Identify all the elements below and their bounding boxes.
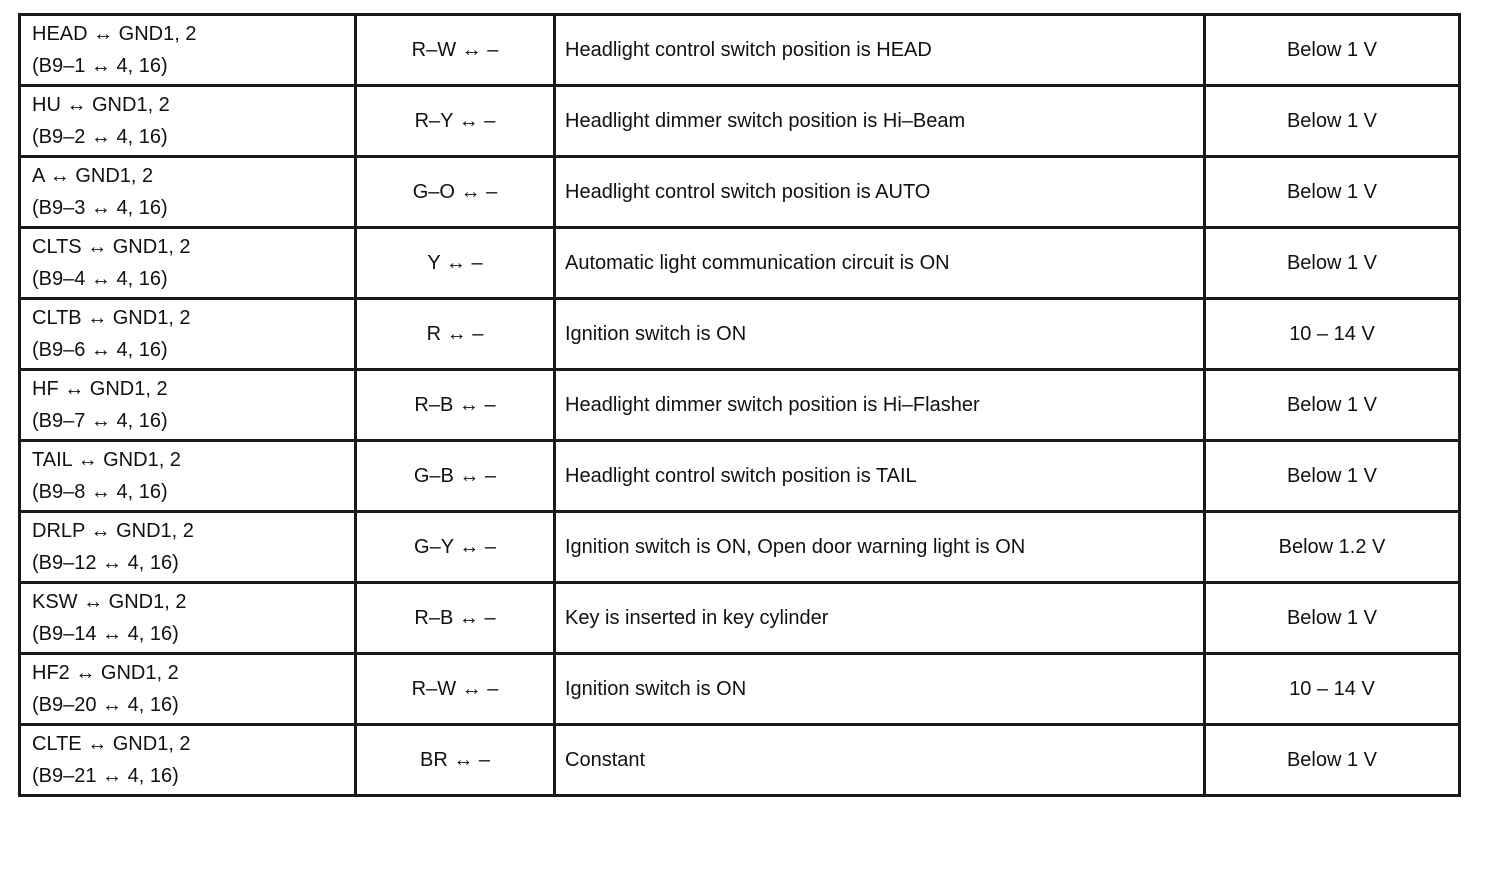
terminal-name: CLTB ↔ GND1, 2 <box>32 307 191 329</box>
terminal-cell <box>20 157 356 228</box>
terminal-name: KSW ↔ GND1, 2 <box>32 591 187 613</box>
condition-cell: Ignition switch is ON, Open door warning light is ON <box>555 512 1205 583</box>
terminal-pins: (B9–4 ↔ 4, 16) <box>32 268 168 290</box>
wire-color-cell: G–B ↔ – <box>356 441 555 512</box>
condition-cell: Ignition switch is ON <box>555 299 1205 370</box>
table-row <box>20 512 1460 583</box>
wire-color-cell: R–B ↔ – <box>356 583 555 654</box>
condition-cell: Headlight control switch position is AUTO <box>555 157 1205 228</box>
wire-color-cell: R–W ↔ – <box>356 15 555 86</box>
terminal-cell <box>20 441 356 512</box>
table-row <box>20 15 1460 86</box>
specified-condition-cell: Below 1 V <box>1205 370 1460 441</box>
specified-condition-cell: Below 1 V <box>1205 157 1460 228</box>
terminal-name: TAIL ↔ GND1, 2 <box>32 449 181 471</box>
table-row <box>20 583 1460 654</box>
terminal-pins: (B9–2 ↔ 4, 16) <box>32 126 168 148</box>
terminal-pins: (B9–1 ↔ 4, 16) <box>32 55 168 77</box>
terminal-pins: (B9–8 ↔ 4, 16) <box>32 481 168 503</box>
terminal-pins: (B9–12 ↔ 4, 16) <box>32 552 179 574</box>
terminal-cell <box>20 299 356 370</box>
specified-condition-cell: Below 1 V <box>1205 86 1460 157</box>
specified-condition-cell: Below 1 V <box>1205 15 1460 86</box>
terminal-cell <box>20 15 356 86</box>
wire-color-cell: R–Y ↔ – <box>356 86 555 157</box>
wire-color-cell: R–B ↔ – <box>356 370 555 441</box>
terminal-pins: (B9–14 ↔ 4, 16) <box>32 623 179 645</box>
terminal-cell <box>20 228 356 299</box>
terminal-inspection-table <box>18 13 1461 797</box>
condition-cell: Headlight dimmer switch position is Hi–Flasher <box>555 370 1205 441</box>
terminal-name: DRLP ↔ GND1, 2 <box>32 520 194 542</box>
terminal-pins: (B9–20 ↔ 4, 16) <box>32 694 179 716</box>
terminal-name: CLTS ↔ GND1, 2 <box>32 236 191 258</box>
table-row <box>20 157 1460 228</box>
terminal-name: CLTE ↔ GND1, 2 <box>32 733 191 755</box>
terminal-pins: (B9–6 ↔ 4, 16) <box>32 339 168 361</box>
terminal-cell <box>20 512 356 583</box>
terminal-cell <box>20 86 356 157</box>
condition-cell: Ignition switch is ON <box>555 654 1205 725</box>
wire-color-cell: R ↔ – <box>356 299 555 370</box>
table-row <box>20 86 1460 157</box>
terminal-pins: (B9–21 ↔ 4, 16) <box>32 765 179 787</box>
specified-condition-cell: 10 – 14 V <box>1205 654 1460 725</box>
specified-condition-cell: 10 – 14 V <box>1205 299 1460 370</box>
specified-condition-cell: Below 1.2 V <box>1205 512 1460 583</box>
terminal-name: HF ↔ GND1, 2 <box>32 378 168 400</box>
wire-color-cell: BR ↔ – <box>356 725 555 796</box>
wire-color-cell: Y ↔ – <box>356 228 555 299</box>
condition-cell: Headlight control switch position is TAIL <box>555 441 1205 512</box>
specified-condition-cell: Below 1 V <box>1205 228 1460 299</box>
terminal-name: HF2 ↔ GND1, 2 <box>32 662 179 684</box>
terminal-pins: (B9–7 ↔ 4, 16) <box>32 410 168 432</box>
table-row <box>20 228 1460 299</box>
terminal-cell <box>20 370 356 441</box>
terminal-cell <box>20 725 356 796</box>
condition-cell: Key is inserted in key cylinder <box>555 583 1205 654</box>
condition-cell: Headlight dimmer switch position is Hi–Beam <box>555 86 1205 157</box>
condition-cell: Headlight control switch position is HEAD <box>555 15 1205 86</box>
terminal-cell <box>20 583 356 654</box>
table-row <box>20 725 1460 796</box>
table-row <box>20 441 1460 512</box>
terminal-name: HEAD ↔ GND1, 2 <box>32 23 197 45</box>
table-row <box>20 370 1460 441</box>
terminal-pins: (B9–3 ↔ 4, 16) <box>32 197 168 219</box>
table-body <box>20 15 1460 796</box>
wire-color-cell: R–W ↔ – <box>356 654 555 725</box>
terminal-name: HU ↔ GND1, 2 <box>32 94 170 116</box>
terminal-name: A ↔ GND1, 2 <box>32 165 154 187</box>
wire-color-cell: G–Y ↔ – <box>356 512 555 583</box>
terminal-cell <box>20 654 356 725</box>
condition-cell: Automatic light communication circuit is ON <box>555 228 1205 299</box>
specified-condition-cell: Below 1 V <box>1205 725 1460 796</box>
table-row <box>20 299 1460 370</box>
specified-condition-cell: Below 1 V <box>1205 583 1460 654</box>
condition-cell: Constant <box>555 725 1205 796</box>
wire-color-cell: G–O ↔ – <box>356 157 555 228</box>
specified-condition-cell: Below 1 V <box>1205 441 1460 512</box>
table-row <box>20 654 1460 725</box>
